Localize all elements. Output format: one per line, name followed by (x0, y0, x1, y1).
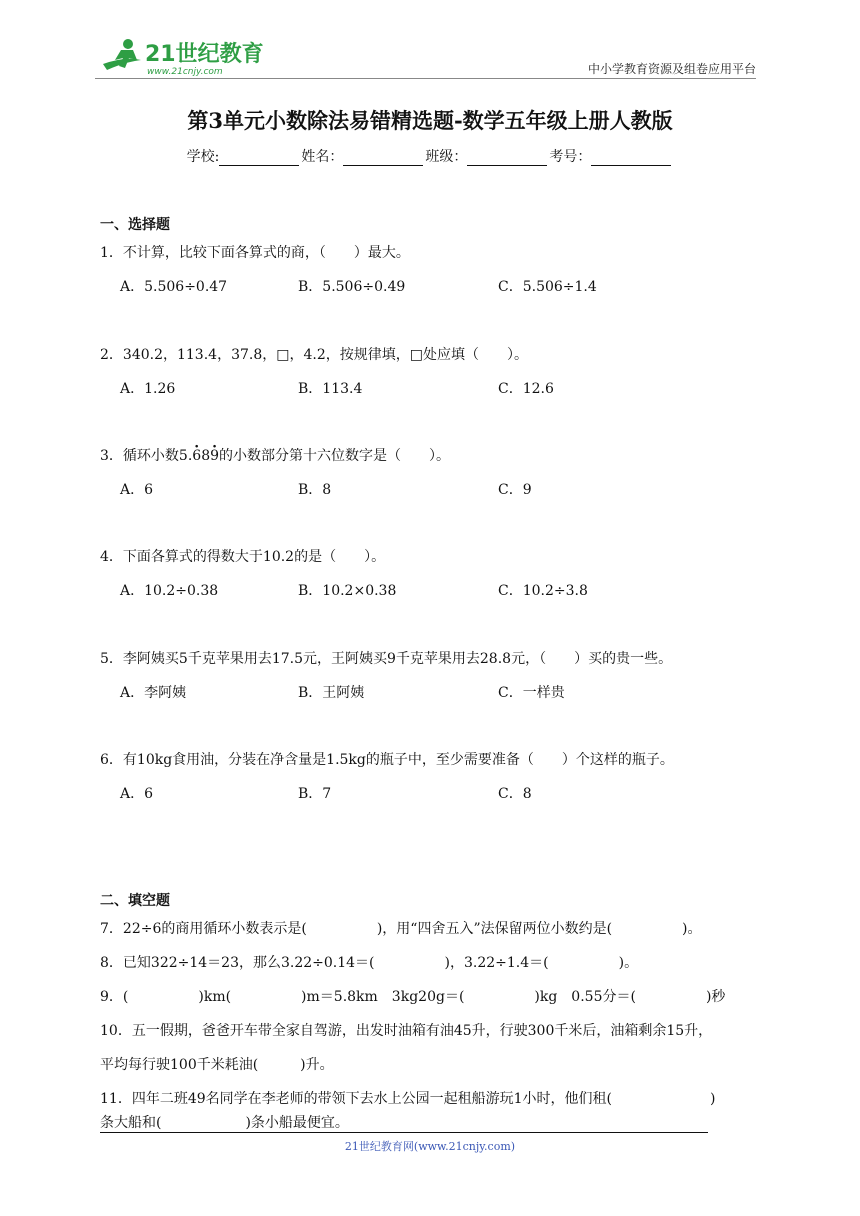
logo-url-text: www.21cnjy.com (147, 67, 223, 77)
question-2-text: 2．340.2，113.4，37.8，□，4.2，按规律填，□处应填（ ）。 (100, 347, 528, 363)
repeating-digit-mid: 8 (201, 448, 211, 464)
repeating-digit-start: · 6 (192, 448, 201, 464)
question-10-text-line2: 平均每行驶100千米耗油( )升。 (100, 1057, 334, 1073)
question-9-text: 9．( )km( )m＝5.8km 3kg20g＝( )kg 0.55分＝( )秒 (100, 989, 726, 1005)
section-choice-title: 一、选择题 (100, 217, 170, 233)
header-platform-text: 中小学教育资源及组卷应用平台 (587, 62, 756, 76)
repeating-digit-end: · 9 (210, 448, 219, 464)
question-5-option-a: A．李阿姨 (120, 685, 187, 701)
question-5-option-b: B．王阿姨 (298, 685, 365, 701)
question-7-text: 7．22÷6的商用循环小数表示是( )，用“四舍五入”法保留两位小数约是( )。 (100, 921, 702, 937)
question-2-option-a: A．1.26 (120, 381, 176, 397)
question-1-option-b: B．5.506÷0.49 (298, 279, 406, 295)
question-3-option-c: C．9 (498, 482, 532, 498)
question-2-option-b: B．113.4 (298, 381, 363, 397)
footer-divider (100, 1132, 708, 1133)
question-2-option-c: C．12.6 (498, 381, 554, 397)
page-title: 第3单元小数除法易错精选题-数学五年级上册人教版 (187, 108, 673, 133)
school-label: 学校: (186, 149, 220, 165)
exam-number-label: 考号： (549, 149, 592, 165)
question-8-text: 8．已知322÷14＝23，那么3.22÷0.14＝( )，3.22÷1.4＝( )。 (100, 955, 639, 971)
logo-main-text: 21世纪教育 (145, 42, 264, 67)
question-6-option-b: B．7 (298, 786, 332, 802)
question-3-text (100, 445, 450, 465)
question-1-text: 1．不计算，比较下面各算式的商，（ ）最大。 (100, 245, 410, 261)
header-divider (95, 78, 756, 79)
question-3-option-b: B．8 (298, 482, 332, 498)
question-11-text-line2: 条大船和( )条小船最便宜。 (100, 1115, 349, 1131)
question-1-option-a: A．5.506÷0.47 (120, 279, 228, 295)
name-label: 姓名： (301, 149, 344, 165)
repeating-decimal-int: 5. (178, 448, 193, 464)
question-4-option-a: A．10.2÷0.38 (120, 583, 219, 599)
question-11-text-line1: 11．四年二班49名同学在李老师的带领下去水上公园一起租船游玩1小时，他们租( ) (100, 1091, 716, 1107)
question-4-text: 4．下面各算式的得数大于10.2的是（ ）。 (100, 549, 386, 565)
student-info-line (0, 146, 860, 166)
name-blank[interactable] (343, 151, 423, 166)
question-6-option-a: A．6 (120, 786, 154, 802)
class-blank[interactable] (467, 151, 547, 166)
question-3-suffix: 的小数部分第十六位数字是（ ）。 (219, 448, 451, 464)
site-logo (95, 34, 265, 78)
question-10-text-line1: 10．五一假期，爸爸开车带全家自驾游，出发时油箱有油45升，行驶300千米后，油箱剩余15升， (100, 1023, 713, 1039)
class-label: 班级： (425, 149, 468, 165)
section-fill-title: 二、填空题 (100, 893, 170, 909)
question-1-option-c: C．5.506÷1.4 (498, 279, 597, 295)
question-5-option-c: C．一样贵 (498, 685, 565, 701)
question-6-text: 6．有10kg食用油，分装在净含量是1.5kg的瓶子中，至少需要准备（ ）个这样的瓶子。 (100, 752, 674, 768)
question-3-option-a: A．6 (120, 482, 154, 498)
exam-number-blank[interactable] (591, 151, 671, 166)
question-5-text: 5．李阿姨买5千克苹果用去17.5元，王阿姨买9千克苹果用去28.8元，（ ）买的贵一些。 (100, 651, 673, 667)
question-4-option-c: C．10.2÷3.8 (498, 583, 588, 599)
question-6-option-c: C．8 (498, 786, 532, 802)
school-blank[interactable] (219, 151, 299, 166)
question-3-prefix: 3．循环小数 (100, 448, 179, 464)
question-4-option-b: B．10.2×0.38 (298, 583, 397, 599)
footer-text[interactable]: 21世纪教育网(www.21cnjy.com) (344, 1140, 516, 1153)
